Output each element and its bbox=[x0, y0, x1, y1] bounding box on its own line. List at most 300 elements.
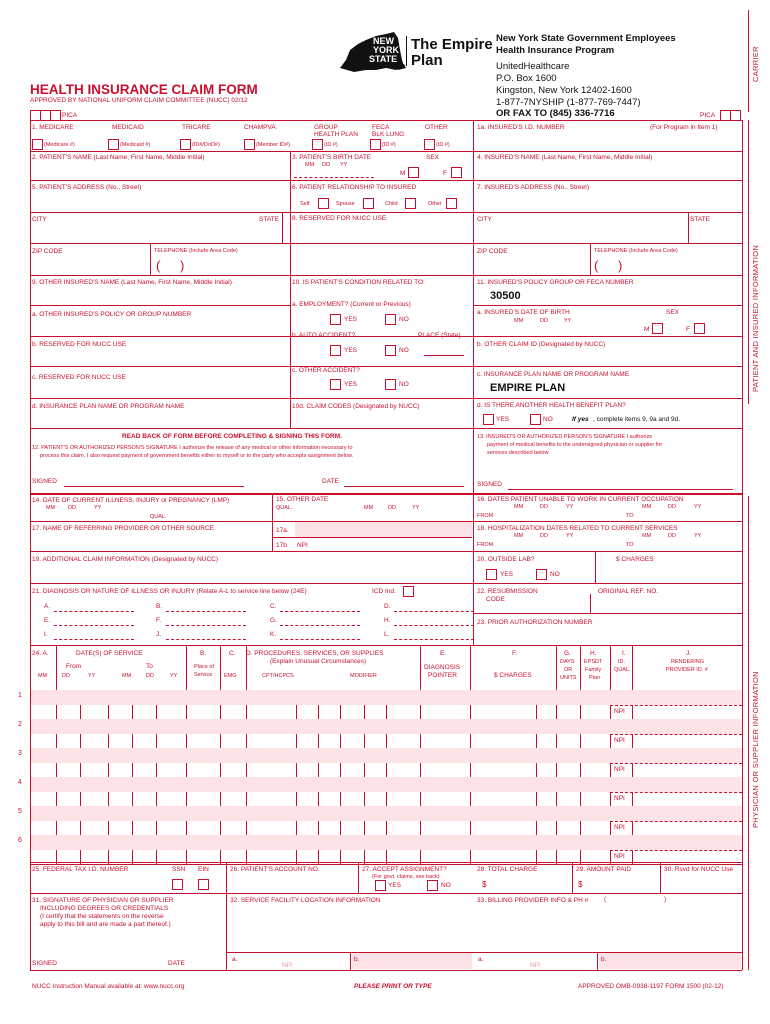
medicaid-num: (Medicaid #) bbox=[120, 142, 151, 148]
service-line-column bbox=[632, 792, 633, 807]
diagnosis-code-input[interactable] bbox=[54, 639, 134, 640]
auto-yes-checkbox[interactable] bbox=[330, 345, 341, 356]
service-line-column bbox=[318, 734, 319, 749]
insured-dob-yy: YY bbox=[564, 318, 572, 324]
service-line-column bbox=[470, 792, 471, 807]
grid-col-lab bbox=[595, 551, 596, 583]
service-line-column bbox=[742, 821, 743, 836]
patient-bracket-line bbox=[748, 120, 749, 404]
units-label: UNITS bbox=[560, 675, 577, 681]
diagnosis-code-input[interactable] bbox=[394, 625, 474, 626]
service-line-number: 6 bbox=[18, 837, 22, 844]
service-line-column bbox=[318, 850, 319, 865]
service-line-column bbox=[132, 821, 133, 836]
unable-from-dd: DD bbox=[540, 504, 548, 510]
rel-other-checkbox[interactable] bbox=[446, 198, 457, 209]
service-line-column bbox=[580, 705, 581, 720]
diagnosis-code-input[interactable] bbox=[54, 625, 134, 626]
auto-accident-label: b. AUTO ACCIDENT? bbox=[292, 332, 356, 339]
service-line-column bbox=[610, 792, 611, 807]
ein-checkbox[interactable] bbox=[198, 879, 209, 890]
service-line-column bbox=[246, 763, 247, 778]
accept-yes-label: YES bbox=[388, 882, 402, 889]
service-line-column bbox=[742, 734, 743, 749]
service-line-column bbox=[632, 821, 633, 836]
service-line-column bbox=[420, 705, 421, 720]
hosp-to-yy: YY bbox=[694, 533, 702, 539]
signed-13-label: SIGNED bbox=[477, 481, 502, 488]
hosp-from-dd: DD bbox=[540, 533, 548, 539]
service-header-column bbox=[56, 645, 57, 690]
diag-pointer-2: POINTER bbox=[428, 672, 457, 679]
17b-label: 17b. bbox=[276, 542, 289, 549]
place-of-label: Place of bbox=[194, 664, 214, 670]
sex-m-checkbox[interactable] bbox=[408, 167, 419, 178]
24g-label: G. bbox=[564, 650, 571, 657]
service-line-column bbox=[108, 850, 109, 865]
account-label: 26. PATIENT'S ACCOUNT NO. bbox=[230, 866, 320, 873]
accept-no-checkbox[interactable] bbox=[427, 880, 438, 891]
service-line-column bbox=[132, 705, 133, 720]
other-checkbox[interactable] bbox=[424, 139, 435, 150]
service-line-column bbox=[56, 821, 57, 836]
plan-name-d-label: d. INSURANCE PLAN NAME OR PROGRAM NAME bbox=[32, 403, 185, 410]
insured-id-input[interactable] bbox=[477, 133, 739, 149]
service-line-number: 5 bbox=[18, 808, 22, 815]
ssn-label: SSN bbox=[172, 866, 186, 873]
date-12-line[interactable] bbox=[344, 486, 464, 487]
other-insured-label: 9. OTHER INSURED'S NAME (Last Name, First Name, Middle Initial) bbox=[32, 279, 232, 286]
24b-label: B. bbox=[200, 650, 207, 657]
grid-col-30 bbox=[660, 862, 661, 893]
service-header-column bbox=[610, 645, 611, 690]
grid-line-r7a bbox=[30, 305, 290, 306]
service-line-column bbox=[364, 705, 365, 720]
hosp-from-mm: MM bbox=[514, 533, 524, 539]
service-line-column bbox=[220, 705, 221, 720]
diagnosis-letter: L. bbox=[384, 631, 390, 638]
service-line-column bbox=[610, 705, 611, 720]
unable-from-mm: MM bbox=[514, 504, 524, 510]
medicaid-label: MEDICAID bbox=[112, 124, 144, 131]
grid-line-r5 bbox=[30, 243, 742, 244]
diagnosis-letter: J. bbox=[156, 631, 162, 638]
cpt-label: CPT/HCPCS bbox=[262, 673, 294, 679]
service-line-column bbox=[420, 763, 421, 778]
service-line-column bbox=[156, 792, 157, 807]
service-line-column bbox=[56, 763, 57, 778]
address-line-5: OR FAX TO (845) 336-7716 bbox=[496, 108, 615, 119]
grid-line-r11 bbox=[30, 428, 742, 429]
signature-13-line2: payment of medical benefits to the undersigned physician or supplier for bbox=[487, 442, 663, 448]
service-header-column bbox=[580, 645, 581, 690]
icd-ind-label: ICD Ind. bbox=[372, 588, 396, 595]
service-header-column bbox=[186, 645, 187, 690]
service-line-shaded[interactable] bbox=[31, 748, 742, 763]
auto-no-checkbox[interactable] bbox=[385, 345, 396, 356]
grid-col-resub bbox=[590, 594, 591, 613]
service-line-column bbox=[386, 792, 387, 807]
grid-line-r9 bbox=[30, 366, 742, 367]
insured-address-input[interactable] bbox=[477, 193, 739, 210]
rel-other-label: Other bbox=[428, 201, 442, 207]
empire-plan-title: The Empire bbox=[411, 36, 493, 53]
footer-print: PLEASE PRINT OR TYPE bbox=[354, 983, 432, 990]
additional-info-label: 19. ADDITIONAL CLAIM INFORMATION (Designated by NUCC) bbox=[32, 556, 219, 563]
diagnosis-code-input[interactable] bbox=[280, 625, 360, 626]
member-num: (Member ID#) bbox=[256, 142, 290, 148]
other-accident-no-checkbox[interactable] bbox=[385, 379, 396, 390]
service-header-column bbox=[220, 645, 221, 690]
other-date-mm: MM bbox=[364, 505, 374, 511]
reserved-c-label: c. RESERVED FOR NUCC USE bbox=[32, 374, 126, 381]
total-charge-label: 28. TOTAL CHARGE bbox=[477, 866, 538, 873]
service-line-column bbox=[156, 734, 157, 749]
insured-name-input[interactable] bbox=[477, 163, 739, 178]
billing-paren-left: ( bbox=[604, 896, 607, 903]
from-mm: MM bbox=[38, 673, 48, 679]
service-line-column bbox=[556, 821, 557, 836]
ssn-checkbox[interactable] bbox=[172, 879, 183, 890]
grid-line-r12 bbox=[30, 493, 742, 495]
service-line-npi-label: NPI bbox=[614, 794, 625, 802]
rsvd-nucc-label: 30. Rsvd for NUCC Use bbox=[664, 866, 733, 873]
other-label: OTHER bbox=[425, 124, 448, 131]
grid-line-r14 bbox=[30, 551, 742, 552]
diagnosis-code-input[interactable] bbox=[394, 639, 474, 640]
service-line-column bbox=[220, 792, 221, 807]
diagnosis-letter: K. bbox=[270, 631, 277, 638]
service-line-column bbox=[742, 705, 743, 720]
service-line-column bbox=[296, 763, 297, 778]
grid-line-r2 bbox=[30, 151, 742, 152]
service-line-column bbox=[56, 734, 57, 749]
signature-13-line1: 13. INSURED'S OR AUTHORIZED PERSON'S SIGNATURE I authorize bbox=[477, 434, 653, 440]
service-line-column bbox=[156, 763, 157, 778]
birth-yy: YY bbox=[340, 162, 348, 168]
service-line-column bbox=[580, 734, 581, 749]
service-line-column bbox=[220, 821, 221, 836]
billing-paren-right: ) bbox=[664, 896, 667, 903]
service-line-column bbox=[580, 763, 581, 778]
service-line-shaded[interactable] bbox=[31, 806, 742, 821]
insured-name-label: 4. INSURED'S NAME (Last Name, First Name, Middle Initial) bbox=[477, 154, 653, 161]
service-line-shaded[interactable] bbox=[31, 690, 742, 705]
unable-to-mm: MM bbox=[642, 504, 652, 510]
form-title: HEALTH INSURANCE CLAIM FORM bbox=[30, 82, 258, 97]
champva-checkbox[interactable] bbox=[244, 139, 255, 150]
state-input[interactable] bbox=[259, 225, 280, 241]
service-line-column bbox=[220, 734, 221, 749]
condition-label: 10. IS PATIENT'S CONDITION RELATED TO: bbox=[292, 279, 425, 286]
service-line-column bbox=[246, 705, 247, 720]
diagnosis-code-input[interactable] bbox=[280, 639, 360, 640]
pica-label-right: PICA bbox=[700, 112, 716, 119]
approved-nucc: APPROVED BY NATIONAL UNIFORM CLAIM COMMITTEE (NUCC) 02/12 bbox=[30, 97, 248, 104]
service-line-column bbox=[610, 734, 611, 749]
qual-label: QUAL. bbox=[614, 667, 631, 673]
grid-right-edge bbox=[742, 120, 743, 970]
service-header-column bbox=[246, 645, 247, 690]
medicaid-checkbox[interactable] bbox=[108, 139, 119, 150]
patient-name-label: 2. PATIENT'S NAME (Last Name, First Name, Middle Initial) bbox=[32, 154, 205, 161]
zip-label: ZIP CODE bbox=[32, 248, 63, 255]
service-line-column bbox=[246, 792, 247, 807]
plan-name-value[interactable]: EMPIRE PLAN bbox=[490, 382, 566, 394]
employment-yes-checkbox[interactable] bbox=[330, 314, 341, 325]
policy-group-value[interactable]: 30500 bbox=[490, 290, 521, 302]
service-line-column bbox=[132, 850, 133, 865]
form-header bbox=[0, 0, 770, 120]
service-line-column bbox=[610, 850, 611, 865]
emg-label: EMG bbox=[224, 673, 237, 679]
feca-checkbox[interactable] bbox=[370, 139, 381, 150]
24a-label: 24. A. bbox=[32, 650, 49, 657]
unable-to-dd: DD bbox=[668, 504, 676, 510]
service-label: Service bbox=[194, 672, 213, 678]
hosp-from-yy: YY bbox=[566, 533, 574, 539]
service-line-column bbox=[80, 705, 81, 720]
service-line-column bbox=[186, 821, 187, 836]
service-line-column bbox=[80, 792, 81, 807]
amount-paid-label: 29. AMOUNT PAID bbox=[576, 866, 632, 873]
feca-label: FECA bbox=[372, 124, 390, 131]
diagnosis-letter: G. bbox=[270, 617, 277, 624]
reserved-nucc-8-label: 8. RESERVED FOR NUCC USE bbox=[292, 215, 387, 222]
diag-pointer-1: DIAGNOSIS bbox=[424, 664, 461, 671]
address-line-1: UnitedHealthcare bbox=[496, 61, 570, 72]
grid-col-26 bbox=[226, 862, 227, 970]
service-line-column bbox=[246, 821, 247, 836]
service-line-npi-divider bbox=[610, 792, 742, 793]
modifier-label: MODIFIER bbox=[350, 673, 377, 679]
telephone-r-paren-left: ( bbox=[594, 258, 599, 273]
insured-sex-f-checkbox[interactable] bbox=[694, 323, 705, 334]
service-line-column bbox=[80, 763, 81, 778]
service-line-column bbox=[364, 792, 365, 807]
33a-npi: NPI bbox=[530, 962, 541, 969]
service-line-number: 1 bbox=[18, 692, 22, 699]
another-plan-yes-label: YES bbox=[496, 416, 510, 423]
outside-lab-yes-checkbox[interactable] bbox=[486, 569, 497, 580]
state-right-label: STATE bbox=[690, 216, 710, 223]
medicare-checkbox[interactable] bbox=[32, 139, 43, 150]
service-line-column bbox=[742, 792, 743, 807]
diagnosis-code-input[interactable] bbox=[166, 625, 246, 626]
govt-claims-label: (For govt. claims, see back) bbox=[372, 874, 440, 880]
diagnosis-letter: C. bbox=[270, 603, 277, 610]
place-state-input-line[interactable] bbox=[424, 355, 464, 356]
other-date-label: 15. OTHER DATE bbox=[276, 496, 329, 503]
other-date-yy: YY bbox=[412, 505, 420, 511]
service-header-column bbox=[420, 645, 421, 690]
carrier-bracket-line bbox=[748, 10, 749, 112]
insured-sex-f: F bbox=[686, 326, 690, 333]
diagnosis-code-input[interactable] bbox=[166, 639, 246, 640]
employment-no-checkbox[interactable] bbox=[385, 314, 396, 325]
service-line-column bbox=[632, 763, 633, 778]
signed-13-line[interactable] bbox=[508, 489, 733, 490]
grid-line-r17 bbox=[30, 645, 742, 646]
service-line-shaded[interactable] bbox=[31, 835, 742, 850]
insured-id-label: 1a. INSURED'S I.D. NUMBER bbox=[477, 124, 565, 131]
service-line-npi-label: NPI bbox=[614, 736, 625, 744]
unable-to-yy: YY bbox=[694, 504, 702, 510]
signed-12-line[interactable] bbox=[64, 486, 244, 487]
current-illness-label: 14. DATE OF CURRENT ILLNESS, INJURY or PREGNANCY (LMP) bbox=[32, 497, 230, 504]
grid-col-state bbox=[282, 212, 283, 243]
to-yy: YY bbox=[170, 673, 178, 679]
employment-yes-label: YES bbox=[344, 316, 358, 323]
service-line-column bbox=[340, 792, 341, 807]
diagnosis-code-input[interactable] bbox=[54, 611, 134, 612]
outside-lab-yes: YES bbox=[500, 571, 514, 578]
32b-shaded-field[interactable] bbox=[352, 953, 472, 969]
service-line-column bbox=[220, 763, 221, 778]
service-line-column bbox=[536, 821, 537, 836]
service-header-column bbox=[470, 645, 471, 690]
service-line-npi-label: NPI bbox=[614, 707, 625, 715]
health-plan-label: HEALTH PLAN bbox=[314, 131, 358, 138]
service-line-shaded[interactable] bbox=[31, 719, 742, 734]
other-accident-yes-label: YES bbox=[344, 381, 358, 388]
rel-spouse-checkbox[interactable] bbox=[363, 198, 374, 209]
service-line-column bbox=[470, 821, 471, 836]
diagnosis-code-input[interactable] bbox=[394, 611, 474, 612]
service-line-divider bbox=[30, 864, 742, 865]
service-line-npi-label: NPI bbox=[614, 823, 625, 831]
rel-spouse-label: Spouse bbox=[336, 201, 355, 207]
grid-col-32b bbox=[350, 952, 351, 970]
patient-address-label: 5. PATIENT'S ADDRESS (No., Street) bbox=[32, 184, 142, 191]
32b-label: b. bbox=[354, 956, 360, 963]
to-dd: DD bbox=[146, 673, 154, 679]
family-label: Family bbox=[585, 667, 602, 673]
service-line-shaded[interactable] bbox=[31, 777, 742, 792]
accept-yes-checkbox[interactable] bbox=[375, 880, 386, 891]
employment-label: a. EMPLOYMENT? (Current or Previous) bbox=[292, 301, 411, 308]
outside-lab-no-checkbox[interactable] bbox=[536, 569, 547, 580]
service-line-column bbox=[420, 850, 421, 865]
telephone-label: TELEPHONE (Include Area Code) bbox=[154, 248, 238, 254]
other-accident-yes-checkbox[interactable] bbox=[330, 379, 341, 390]
service-header-column bbox=[632, 645, 633, 690]
unable-from-label: FROM bbox=[477, 513, 494, 519]
service-line-column bbox=[610, 821, 611, 836]
service-line-column bbox=[536, 850, 537, 865]
24e-label: E. bbox=[440, 650, 447, 657]
sex-f-checkbox[interactable] bbox=[451, 167, 462, 178]
signature-31-line4: apply to this bill and are made a part thereof.) bbox=[40, 921, 171, 928]
illness-yy: YY bbox=[94, 505, 102, 511]
group-id: (ID #) bbox=[324, 142, 338, 148]
relationship-label: 6. PATIENT RELATIONSHIP TO INSURED bbox=[292, 184, 417, 191]
tricare-checkbox[interactable] bbox=[180, 139, 191, 150]
diagnosis-letter: D. bbox=[384, 603, 391, 610]
service-line-column bbox=[108, 734, 109, 749]
service-line-column bbox=[156, 850, 157, 865]
unable-from-yy: YY bbox=[566, 504, 574, 510]
grid-col-tel bbox=[150, 243, 151, 275]
service-line-column bbox=[470, 763, 471, 778]
signature-12-line2: process this claim. I also request payment of government benefits either to myself or to the party who accepts assignment below. bbox=[40, 453, 354, 459]
17a-shaded-field[interactable] bbox=[295, 522, 472, 537]
blk-lung-label: BLK LUNG bbox=[372, 131, 405, 138]
service-line-column bbox=[580, 821, 581, 836]
telephone-r-paren-right: ) bbox=[618, 258, 623, 273]
33a-label: a. bbox=[478, 956, 484, 963]
outside-lab-no: NO bbox=[550, 571, 560, 578]
other-date-qual: QUAL. bbox=[276, 505, 293, 511]
service-line-column bbox=[132, 763, 133, 778]
another-plan-no-label: NO bbox=[543, 416, 553, 423]
service-line-column bbox=[132, 792, 133, 807]
other-accident-label: c. OTHER ACCIDENT? bbox=[292, 367, 360, 374]
rel-child-checkbox[interactable] bbox=[405, 198, 416, 209]
hospitalization-label: 18. HOSPITALIZATION DATES RELATED TO CURRENT SERVICES bbox=[477, 525, 678, 532]
service-line-column bbox=[80, 850, 81, 865]
patient-address-input[interactable] bbox=[32, 193, 287, 210]
tax-id-label: 25. FEDERAL TAX I.D. NUMBER bbox=[32, 866, 129, 873]
33b-shaded-field[interactable] bbox=[599, 953, 741, 969]
another-plan-no-checkbox[interactable] bbox=[530, 414, 541, 425]
grid-col-right bbox=[473, 120, 474, 645]
service-line-column bbox=[156, 705, 157, 720]
service-line-column bbox=[386, 763, 387, 778]
service-line-column bbox=[340, 850, 341, 865]
grid-col-29 bbox=[572, 862, 573, 893]
service-line-column bbox=[186, 763, 187, 778]
grid-col-mid bbox=[290, 151, 291, 428]
service-line-number: 4 bbox=[18, 779, 22, 786]
rel-self-checkbox[interactable] bbox=[318, 198, 329, 209]
diagnosis-code-input[interactable] bbox=[166, 611, 246, 612]
24d-label: D. PROCEDURES, SERVICES, OR SUPPLIES bbox=[246, 650, 384, 657]
insured-dob-mm: MM bbox=[514, 318, 524, 324]
read-back-notice: READ BACK OF FORM BEFORE COMPLETING & SIGNING THIS FORM. bbox=[122, 433, 342, 440]
hosp-to-dd: DD bbox=[668, 533, 676, 539]
charges-label: $ CHARGES bbox=[494, 672, 532, 679]
logo-divider bbox=[406, 36, 407, 66]
service-line-column bbox=[156, 821, 157, 836]
city-input[interactable] bbox=[32, 225, 257, 241]
place-state-label: PLACE (State) bbox=[418, 332, 461, 339]
resubmission-code-label: CODE bbox=[486, 596, 505, 603]
ein-label: EIN bbox=[198, 866, 209, 873]
diagnosis-letter: H. bbox=[384, 617, 391, 624]
prior-auth-label: 23. PRIOR AUTHORIZATION NUMBER bbox=[477, 619, 593, 626]
service-line-column bbox=[340, 821, 341, 836]
service-line-column bbox=[364, 763, 365, 778]
service-line-column bbox=[580, 850, 581, 865]
service-line-column bbox=[340, 705, 341, 720]
insured-dob-label: a. INSURED'S DATE OF BIRTH bbox=[477, 309, 570, 316]
service-line-column bbox=[386, 850, 387, 865]
17a-label: 17a. bbox=[276, 527, 289, 534]
icd-ind-field[interactable] bbox=[403, 586, 414, 597]
insured-sex-m-checkbox[interactable] bbox=[652, 323, 663, 334]
diagnosis-code-input[interactable] bbox=[280, 611, 360, 612]
patient-name-input[interactable] bbox=[32, 163, 287, 178]
group-checkbox[interactable] bbox=[312, 139, 323, 150]
service-line-column bbox=[386, 734, 387, 749]
footer-approved: APPROVED OMB-0938-1197 FORM 1500 (02-12) bbox=[578, 983, 724, 990]
service-line-column bbox=[536, 734, 537, 749]
accept-label: 27. ACCEPT ASSIGNMENT? bbox=[362, 866, 447, 873]
claim-codes-label: 10d. CLAIM CODES (Designated by NUCC) bbox=[292, 403, 420, 410]
another-plan-yes-checkbox[interactable] bbox=[483, 414, 494, 425]
accept-no-label: NO bbox=[441, 882, 451, 889]
